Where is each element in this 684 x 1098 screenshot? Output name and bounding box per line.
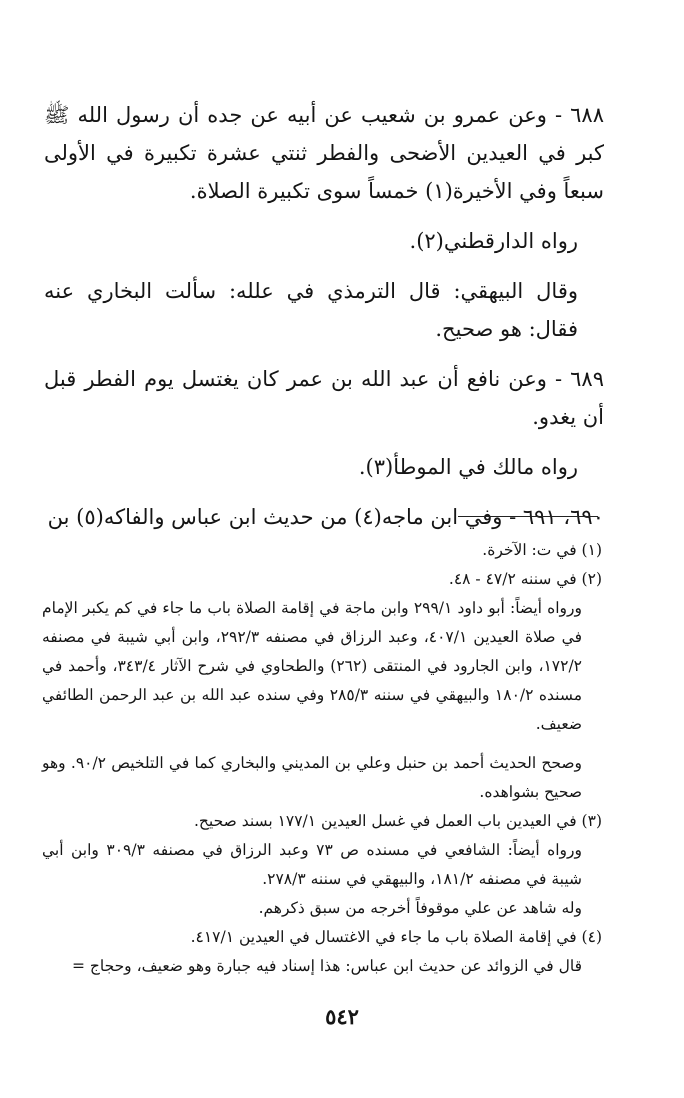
footnote-4-detail: قال في الزوائد عن حديث ابن عباس: هذا إسناد فيه جبارة وهو ضعيف، وحجاج = [71,957,582,975]
footnotes [42,536,602,981]
footnote-2: (٢) في سننه ٤٧/٢ - ٤٨. [448,570,602,588]
hadith-688: ٦٨٨ - وعن عمرو بن شعيب عن أبيه عن جده أن رسول الله ﷺ كبر في العيدين الأضحى والفطر ثنتي عشرة تكبيرة في الأولى سبعاً وفي الأخيرة(١) خمساً سوى تكبيرة الصلاة. [44,103,604,203]
source-daraqutni: رواه الدارقطني(٢). [409,229,578,253]
main-text [44,96,604,548]
footnote-3-witness: وله شاهد عن علي موقوفاً أخرجه من سبق ذكرهم. [258,899,582,917]
source-malik: رواه مالك في الموطأ(٣). [358,455,578,479]
footnote-1: (١) في ت: الآخرة. [482,541,602,559]
footnote-3: (٣) في العيدين باب العمل في غسل العيدين ١٧٧/١ بسند صحيح. [193,812,602,830]
footnote-2-detail: ورواه أيضاً: أبو داود ٢٩٩/١ وابن ماجة في إقامة الصلاة باب ما جاء في كم يكبر الإمام في صلاة العيدين ٤٠٧/١، وعبد الرزاق في مصنفه ٢٩٢/٣، وابن أبي شيبة في مصنفه ١٧٢/٢، وابن الجارود في المنتقى (٢٦٢) والطحاوي في شرح الآثار ٣٤٣/٤، وأحمد في مسنده ١٨٠/٢ والبيهقي في سننه ٢٨٥/٣ وفي سنده عبد الله بن عبد الرحمن الطائفي ضعيف. [42,599,583,733]
page-number: ٥٤٢ [325,1004,359,1029]
footnote-3-detail: ورواه أيضاً: الشافعي في مسنده ص ٧٣ وعبد الرزاق في مصنفه ٣٠٩/٣ وابن أبي شيبة في مصنفه ١٨١/٢، والبيهقي في سننه ٢٧٨/٣. [42,841,583,888]
footnote-4: (٤) في إقامة الصلاة باب ما جاء في الاغتسال في العيدين ٤١٧/١. [190,928,602,946]
hadith-690-691: ٦٩٠، ٦٩١ - وفي ابن ماجه(٤) من حديث ابن عباس والفاكه(٥) بن [47,505,604,529]
footnote-2-grading: وصحح الحديث أحمد بن حنبل وعلي بن المديني والبخاري كما في التلخيص ٩٠/٢. وهو صحيح بشواهده. [42,754,582,801]
footnote-divider [458,516,598,517]
bayhaqi-comment: وقال البيهقي: قال الترمذي في علله: سألت البخاري عنه فقال: هو صحيح. [44,279,578,341]
hadith-689: ٦٨٩ - وعن نافع أن عبد الله بن عمر كان يغتسل يوم الفطر قبل أن يغدو. [44,367,604,429]
